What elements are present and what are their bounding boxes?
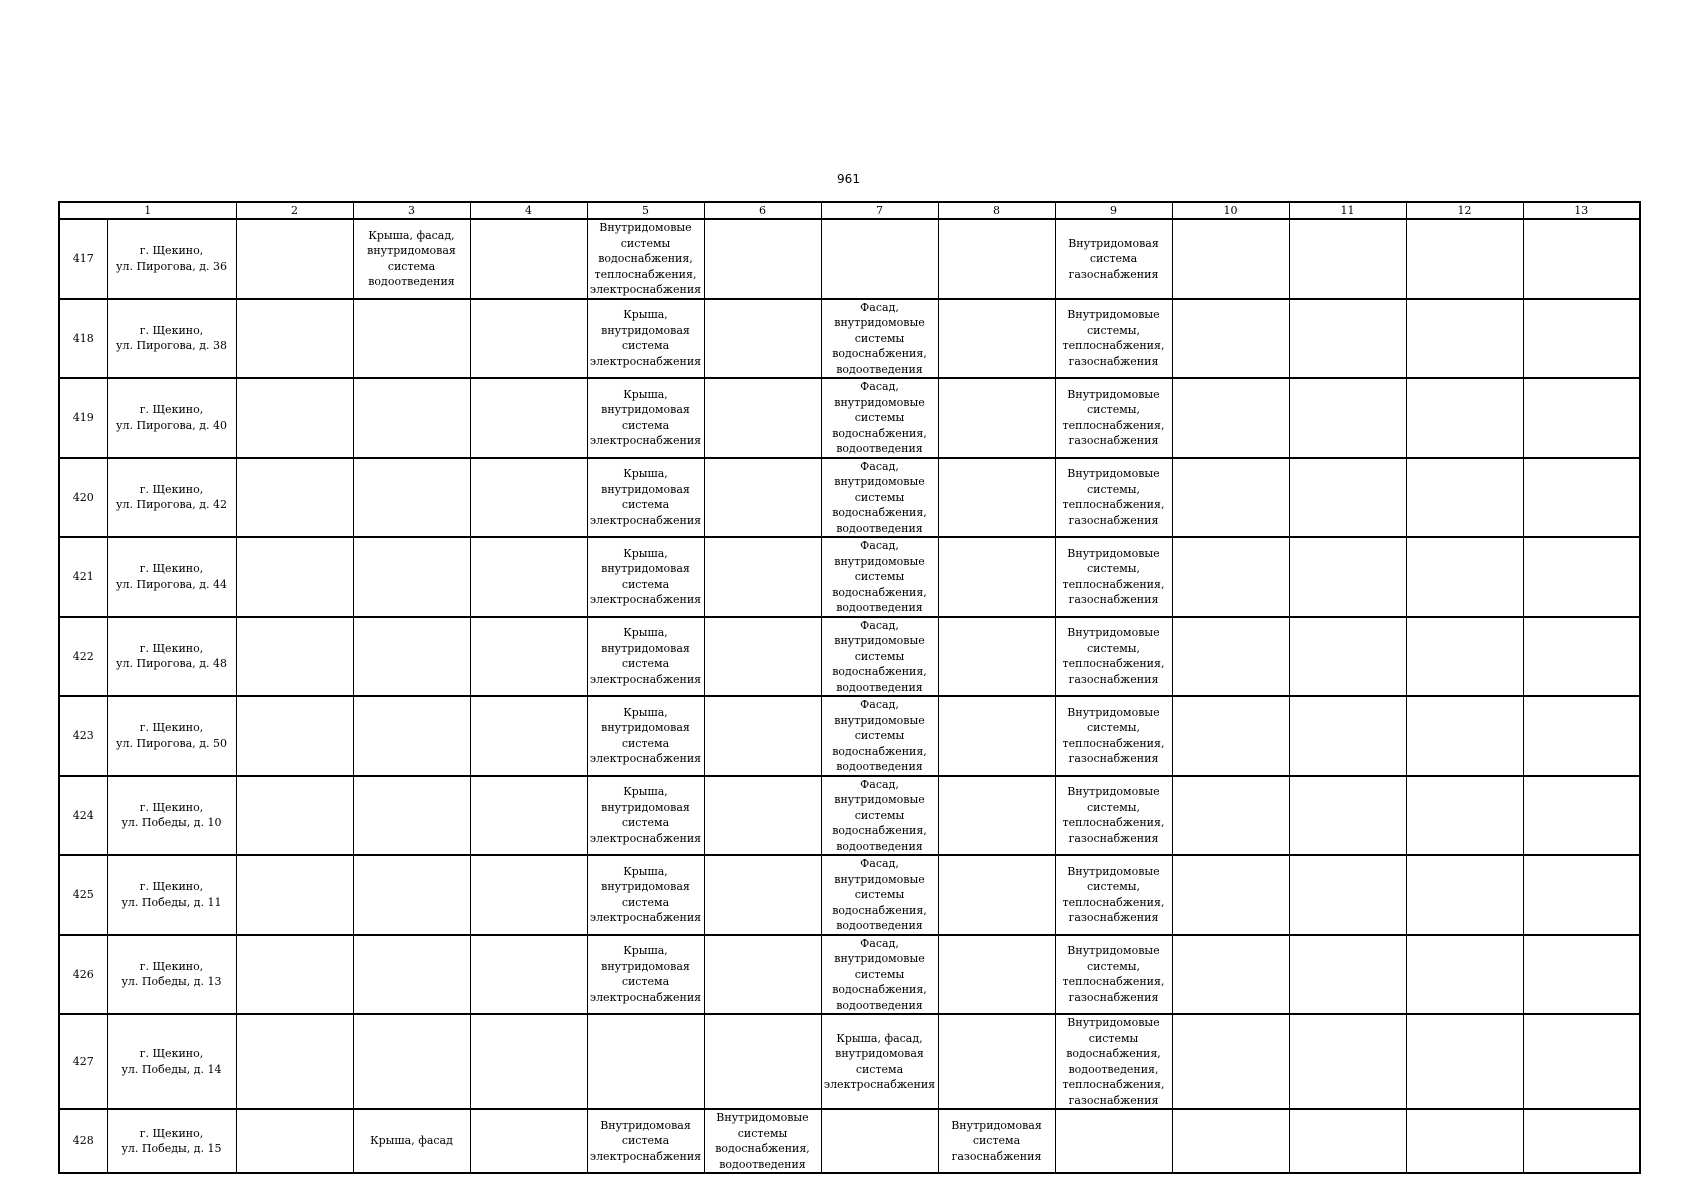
cell-text: Внутридомовая система электроснабжения: [589, 1118, 702, 1163]
work-cell-col-7: [821, 299, 938, 379]
work-cell-col-4: [470, 617, 587, 697]
work-cell-col-9: [1055, 935, 1172, 1015]
cell-text: Крыша, фасад, внутридомовая система водоотведения: [367, 228, 456, 289]
work-cell-col-4: [470, 458, 587, 538]
work-cell-col-13: [1523, 855, 1640, 935]
address-cell: [107, 776, 236, 856]
work-cell-col-11: [1289, 617, 1406, 697]
cell-text: 422: [72, 649, 94, 663]
work-cell-col-8: [938, 299, 1055, 379]
work-cell-col-10: [1172, 1014, 1289, 1109]
work-cell-col-3: [353, 458, 470, 538]
work-cell-col-8: [938, 378, 1055, 458]
table-row: [59, 696, 1640, 776]
cell-text: Крыша, внутридомовая система электроснабжения: [589, 546, 702, 607]
cell-text: Фасад, внутридомовые системы водоснабжения, водоотведения: [832, 698, 927, 773]
work-cell-col-4: [470, 1014, 587, 1109]
work-cell-col-13: [1523, 537, 1640, 617]
work-cell-col-3: [353, 219, 470, 299]
address-cell: [107, 537, 236, 617]
address-cell: [107, 617, 236, 697]
work-cell-col-6: [704, 855, 821, 935]
cell-text: Крыша, фасад, внутридомовая система электроснабжения: [823, 1031, 936, 1091]
work-cell-col-12: [1406, 696, 1523, 776]
work-cell-col-12: [1406, 776, 1523, 856]
address-cell: [107, 219, 236, 299]
cell-text: Фасад, внутридомовые системы водоснабжения, водоотведения: [832, 300, 927, 376]
column-header: 12: [1406, 202, 1523, 219]
address-cell: [107, 458, 236, 538]
page-number: 961: [837, 172, 860, 186]
work-cell-col-4: [470, 776, 587, 856]
cell-text: Фасад, внутридомовые системы водоснабжения, водоотведения: [832, 936, 927, 1012]
table-row: [59, 776, 1640, 856]
cell-text: Фасад, внутридомовые системы водоснабжения, водоотведения: [832, 777, 927, 853]
column-header: 8: [938, 202, 1055, 219]
cell-text: г. Щекино, ул. Пирогова, д. 44: [116, 562, 227, 591]
work-cell-col-13: [1523, 458, 1640, 538]
work-cell-col-2: [236, 537, 353, 617]
work-cell-col-10: [1172, 617, 1289, 697]
cell-text: Внутридомовые системы, теплоснабжения, газоснабжения: [1062, 308, 1165, 368]
work-cell-col-11: [1289, 696, 1406, 776]
work-cell-col-8: [938, 935, 1055, 1015]
work-cell-col-6: [704, 696, 821, 776]
work-cell-col-10: [1172, 299, 1289, 379]
work-cell-col-12: [1406, 617, 1523, 697]
work-cell-col-4: [470, 299, 587, 379]
work-cell-col-4: [470, 1109, 587, 1173]
work-cell-col-5: [587, 855, 704, 935]
address-cell: [107, 299, 236, 379]
work-cell-col-9: [1055, 855, 1172, 935]
work-cell-col-10: [1172, 378, 1289, 458]
cell-text: г. Щекино, ул. Пирогова, д. 40: [116, 403, 227, 432]
table-row: [59, 537, 1640, 617]
row-number-cell: [59, 537, 107, 617]
work-cell-col-12: [1406, 378, 1523, 458]
work-cell-col-8: [938, 1109, 1055, 1173]
work-cell-col-9: [1055, 537, 1172, 617]
work-cell-col-4: [470, 855, 587, 935]
cell-text: 426: [72, 967, 94, 981]
column-header: 4: [470, 202, 587, 219]
work-cell-col-3: [353, 696, 470, 776]
table-row: [59, 855, 1640, 935]
work-cell-col-5: [587, 776, 704, 856]
work-cell-col-10: [1172, 1109, 1289, 1173]
column-header: 13: [1523, 202, 1640, 219]
cell-text: Крыша, внутридомовая система электроснабжения: [589, 387, 702, 448]
row-number-cell: [59, 935, 107, 1015]
table-row: [59, 299, 1640, 379]
cell-text: Внутридомовые системы, теплоснабжения, газоснабжения: [1062, 864, 1165, 925]
work-cell-col-10: [1172, 537, 1289, 617]
work-cell-col-7: [821, 935, 938, 1015]
work-cell-col-7: [821, 617, 938, 697]
work-cell-col-13: [1523, 299, 1640, 379]
work-cell-col-8: [938, 458, 1055, 538]
cell-text: г. Щекино, ул. Победы, д. 13: [121, 959, 222, 989]
work-cell-col-5: [587, 696, 704, 776]
work-cell-col-2: [236, 299, 353, 379]
work-cell-col-9: [1055, 617, 1172, 697]
work-cell-col-6: [704, 537, 821, 617]
cell-text: Внутридомовая система газоснабжения: [951, 1118, 1042, 1163]
cell-text: Крыша, внутридомовая система электроснабжения: [589, 785, 702, 845]
address-cell: [107, 696, 236, 776]
row-number-cell: [59, 458, 107, 538]
work-cell-col-2: [236, 219, 353, 299]
work-cell-col-12: [1406, 935, 1523, 1015]
work-cell-col-2: [236, 1014, 353, 1109]
cell-text: Внутридомовые системы водоснабжения, водоотведения, теплоснабжения, газоснабжения: [1062, 1016, 1165, 1107]
work-cell-col-7: [821, 776, 938, 856]
work-cell-col-7: [821, 696, 938, 776]
cell-text: г. Щекино, ул. Пирогова, д. 42: [116, 482, 227, 512]
work-cell-col-9: [1055, 458, 1172, 538]
cell-text: Внутридомовые системы, теплоснабжения, газоснабжения: [1062, 467, 1165, 527]
cell-text: 421: [72, 570, 94, 583]
work-cell-col-5: [587, 935, 704, 1015]
work-cell-col-5: [587, 1014, 704, 1109]
work-cell-col-9: [1055, 299, 1172, 379]
address-cell: [107, 1109, 236, 1173]
work-cell-col-2: [236, 1109, 353, 1173]
cell-text: Крыша, внутридомовая система электроснабжения: [589, 467, 702, 527]
cell-text: Внутридомовые системы, теплоснабжения, газоснабжения: [1062, 626, 1165, 686]
works-table: [58, 201, 1641, 1174]
work-cell-col-6: [704, 1109, 821, 1173]
work-cell-col-3: [353, 299, 470, 379]
work-cell-col-12: [1406, 855, 1523, 935]
column-header: 5: [587, 202, 704, 219]
cell-text: Внутридомовые системы водоснабжения, теплоснабжения, электроснабжения: [589, 221, 702, 296]
cell-text: 428: [72, 1134, 94, 1148]
cell-text: г. Щекино, ул. Пирогова, д. 50: [116, 721, 227, 750]
work-cell-col-8: [938, 219, 1055, 299]
row-number-cell: [59, 1109, 107, 1173]
column-header: 10: [1172, 202, 1289, 219]
header-row: [59, 202, 1640, 219]
work-cell-col-10: [1172, 458, 1289, 538]
work-cell-col-4: [470, 219, 587, 299]
work-cell-col-7: [821, 1014, 938, 1109]
work-cell-col-5: [587, 458, 704, 538]
cell-text: Внутридомовые системы, теплоснабжения, газоснабжения: [1062, 944, 1165, 1004]
work-cell-col-8: [938, 617, 1055, 697]
work-cell-col-8: [938, 776, 1055, 856]
work-cell-col-13: [1523, 617, 1640, 697]
work-cell-col-9: [1055, 1109, 1172, 1173]
work-cell-col-11: [1289, 378, 1406, 458]
work-cell-col-6: [704, 1014, 821, 1109]
work-cell-col-9: [1055, 1014, 1172, 1109]
work-cell-col-6: [704, 935, 821, 1015]
cell-text: г. Щекино, ул. Победы, д. 15: [121, 1126, 222, 1155]
work-cell-col-9: [1055, 776, 1172, 856]
cell-text: 419: [72, 411, 94, 424]
row-number-cell: [59, 617, 107, 697]
address-cell: [107, 1014, 236, 1109]
work-cell-col-13: [1523, 776, 1640, 856]
work-cell-col-2: [236, 378, 353, 458]
work-cell-col-6: [704, 299, 821, 379]
cell-text: г. Щекино, ул. Пирогова, д. 48: [116, 641, 227, 671]
work-cell-col-12: [1406, 219, 1523, 299]
work-cell-col-11: [1289, 219, 1406, 299]
cell-text: г. Щекино, ул. Пирогова, д. 36: [116, 244, 227, 273]
work-cell-col-10: [1172, 855, 1289, 935]
work-cell-col-4: [470, 935, 587, 1015]
work-cell-col-10: [1172, 219, 1289, 299]
cell-text: Крыша, фасад: [370, 1134, 453, 1148]
work-cell-col-5: [587, 219, 704, 299]
cell-text: 424: [72, 808, 94, 822]
cell-text: г. Щекино, ул. Победы, д. 10: [121, 800, 222, 830]
work-cell-col-7: [821, 219, 938, 299]
work-cell-col-3: [353, 935, 470, 1015]
cell-text: Внутридомовые системы, теплоснабжения, газоснабжения: [1062, 546, 1165, 607]
column-header: 9: [1055, 202, 1172, 219]
work-cell-col-12: [1406, 1109, 1523, 1173]
cell-text: Фасад, внутридомовые системы водоснабжения, водоотведения: [832, 380, 927, 455]
work-cell-col-5: [587, 537, 704, 617]
work-cell-col-9: [1055, 219, 1172, 299]
work-cell-col-13: [1523, 1014, 1640, 1109]
work-cell-col-5: [587, 299, 704, 379]
cell-text: Крыша, внутридомовая система электроснабжения: [589, 705, 702, 766]
work-cell-col-7: [821, 458, 938, 538]
work-cell-col-10: [1172, 935, 1289, 1015]
cell-text: Фасад, внутридомовые системы водоснабжения, водоотведения: [832, 539, 927, 614]
cell-text: 427: [72, 1054, 94, 1068]
work-cell-col-10: [1172, 696, 1289, 776]
work-cell-col-2: [236, 617, 353, 697]
work-cell-col-2: [236, 776, 353, 856]
column-header: 3: [353, 202, 470, 219]
work-cell-col-8: [938, 537, 1055, 617]
work-cell-col-4: [470, 537, 587, 617]
table-row: [59, 935, 1640, 1015]
work-cell-col-3: [353, 617, 470, 697]
table-row: [59, 1109, 1640, 1173]
work-cell-col-12: [1406, 1014, 1523, 1109]
table-row: [59, 378, 1640, 458]
work-cell-col-2: [236, 458, 353, 538]
work-cell-col-4: [470, 696, 587, 776]
table-row: [59, 219, 1640, 299]
cell-text: Внутридомовые системы, теплоснабжения, газоснабжения: [1062, 785, 1165, 845]
work-cell-col-3: [353, 537, 470, 617]
work-cell-col-6: [704, 378, 821, 458]
work-cell-col-8: [938, 696, 1055, 776]
work-cell-col-7: [821, 855, 938, 935]
work-cell-col-13: [1523, 696, 1640, 776]
row-number-cell: [59, 776, 107, 856]
work-cell-col-6: [704, 219, 821, 299]
work-cell-col-3: [353, 855, 470, 935]
cell-text: г. Щекино, ул. Пирогова, д. 38: [116, 323, 227, 353]
work-cell-col-10: [1172, 776, 1289, 856]
row-number-cell: [59, 1014, 107, 1109]
work-cell-col-5: [587, 378, 704, 458]
work-cell-col-8: [938, 1014, 1055, 1109]
table-row: [59, 1014, 1640, 1109]
cell-text: Фасад, внутридомовые системы водоснабжения, водоотведения: [832, 459, 927, 535]
cell-text: 425: [72, 888, 94, 901]
cell-text: 417: [72, 252, 94, 265]
row-number-cell: [59, 299, 107, 379]
work-cell-col-6: [704, 458, 821, 538]
cell-text: Крыша, внутридомовая система электроснабжения: [589, 308, 702, 368]
cell-text: Фасад, внутридомовые системы водоснабжения, водоотведения: [832, 618, 927, 694]
address-cell: [107, 855, 236, 935]
cell-text: Крыша, внутридомовая система электроснабжения: [589, 864, 702, 925]
work-cell-col-13: [1523, 1109, 1640, 1173]
address-cell: [107, 378, 236, 458]
row-number-cell: [59, 696, 107, 776]
work-cell-col-11: [1289, 299, 1406, 379]
work-cell-col-13: [1523, 935, 1640, 1015]
work-cell-col-11: [1289, 776, 1406, 856]
row-number-cell: [59, 855, 107, 935]
cell-text: г. Щекино, ул. Победы, д. 11: [121, 880, 222, 909]
cell-text: 420: [72, 490, 94, 504]
work-cell-col-11: [1289, 537, 1406, 617]
work-cell-col-11: [1289, 1109, 1406, 1173]
work-cell-col-7: [821, 537, 938, 617]
cell-text: 423: [72, 729, 94, 742]
work-cell-col-7: [821, 1109, 938, 1173]
work-cell-col-11: [1289, 935, 1406, 1015]
work-cell-col-12: [1406, 458, 1523, 538]
row-number-cell: [59, 378, 107, 458]
table-row: [59, 617, 1640, 697]
work-cell-col-11: [1289, 458, 1406, 538]
work-cell-col-6: [704, 776, 821, 856]
work-cell-col-5: [587, 617, 704, 697]
work-cell-col-3: [353, 1109, 470, 1173]
work-cell-col-13: [1523, 219, 1640, 299]
work-cell-col-4: [470, 378, 587, 458]
row-number-cell: [59, 219, 107, 299]
work-cell-col-3: [353, 378, 470, 458]
work-cell-col-7: [821, 378, 938, 458]
column-header: 2: [236, 202, 353, 219]
work-cell-col-2: [236, 855, 353, 935]
work-cell-col-11: [1289, 855, 1406, 935]
table-row: [59, 458, 1640, 538]
cell-text: Внутридомовые системы водоснабжения, водоотведения: [715, 1111, 810, 1171]
work-cell-col-11: [1289, 1014, 1406, 1109]
column-header: 1: [59, 202, 236, 219]
column-header: 11: [1289, 202, 1406, 219]
cell-text: Внутридомовые системы, теплоснабжения, газоснабжения: [1062, 705, 1165, 766]
cell-text: Крыша, внутридомовая система электроснабжения: [589, 944, 702, 1004]
work-cell-col-5: [587, 1109, 704, 1173]
work-cell-col-12: [1406, 537, 1523, 617]
work-cell-col-3: [353, 776, 470, 856]
cell-text: Внутридомовая система газоснабжения: [1068, 236, 1159, 281]
address-cell: [107, 935, 236, 1015]
work-cell-col-12: [1406, 299, 1523, 379]
cell-text: г. Щекино, ул. Победы, д. 14: [121, 1047, 222, 1076]
cell-text: Фасад, внутридомовые системы водоснабжения, водоотведения: [832, 857, 927, 932]
column-header: 6: [704, 202, 821, 219]
work-cell-col-9: [1055, 378, 1172, 458]
work-cell-col-2: [236, 696, 353, 776]
work-cell-col-13: [1523, 378, 1640, 458]
cell-text: Крыша, внутридомовая система электроснабжения: [589, 626, 702, 686]
cell-text: 418: [72, 331, 94, 345]
work-cell-col-8: [938, 855, 1055, 935]
column-header: 7: [821, 202, 938, 219]
cell-text: Внутридомовые системы, теплоснабжения, газоснабжения: [1062, 387, 1165, 448]
work-cell-col-6: [704, 617, 821, 697]
work-cell-col-3: [353, 1014, 470, 1109]
work-cell-col-9: [1055, 696, 1172, 776]
work-cell-col-2: [236, 935, 353, 1015]
